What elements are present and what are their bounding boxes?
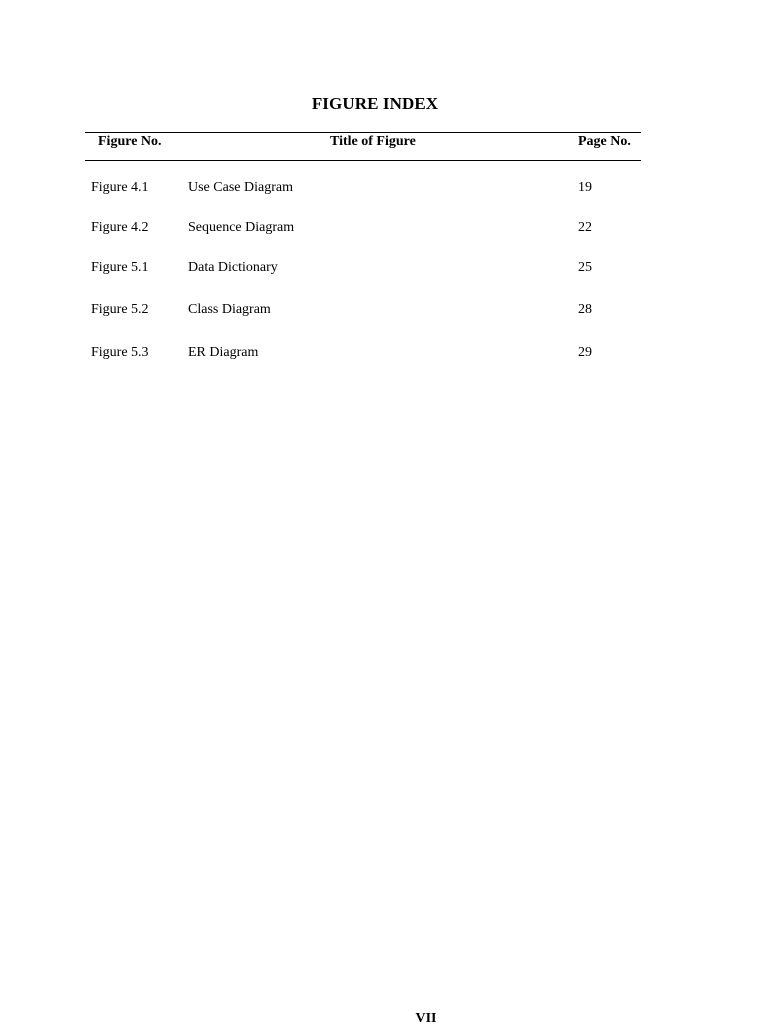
figure-page-number: 22 <box>578 220 592 235</box>
page-title: FIGURE INDEX <box>311 94 439 113</box>
figure-title: Sequence Diagram <box>188 220 295 235</box>
figure-title: Class Diagram <box>188 302 271 317</box>
header-page-no: Page No. <box>578 134 631 149</box>
table-row <box>0 220 768 242</box>
table-row <box>0 302 768 324</box>
page-footer-number: VII <box>415 1011 437 1026</box>
figure-number: Figure 4.2 <box>91 220 149 235</box>
figure-page-number: 28 <box>578 302 592 317</box>
figure-index-table-body <box>0 0 768 400</box>
header-figure-no: Figure No. <box>98 134 162 149</box>
header-title-of-figure: Title of Figure <box>330 134 416 149</box>
figure-number: Figure 5.2 <box>91 302 149 317</box>
figure-number: Figure 5.1 <box>91 260 149 275</box>
figure-number: Figure 5.3 <box>91 345 149 360</box>
figure-number: Figure 4.1 <box>91 180 149 195</box>
table-row <box>0 180 768 202</box>
figure-title: Use Case Diagram <box>188 180 293 195</box>
table-row <box>0 345 768 367</box>
table-row <box>0 260 768 282</box>
figure-title: ER Diagram <box>188 345 259 360</box>
figure-page-number: 19 <box>578 180 592 195</box>
figure-title: Data Dictionary <box>188 260 278 275</box>
figure-page-number: 25 <box>578 260 592 275</box>
figure-page-number: 29 <box>578 345 592 360</box>
